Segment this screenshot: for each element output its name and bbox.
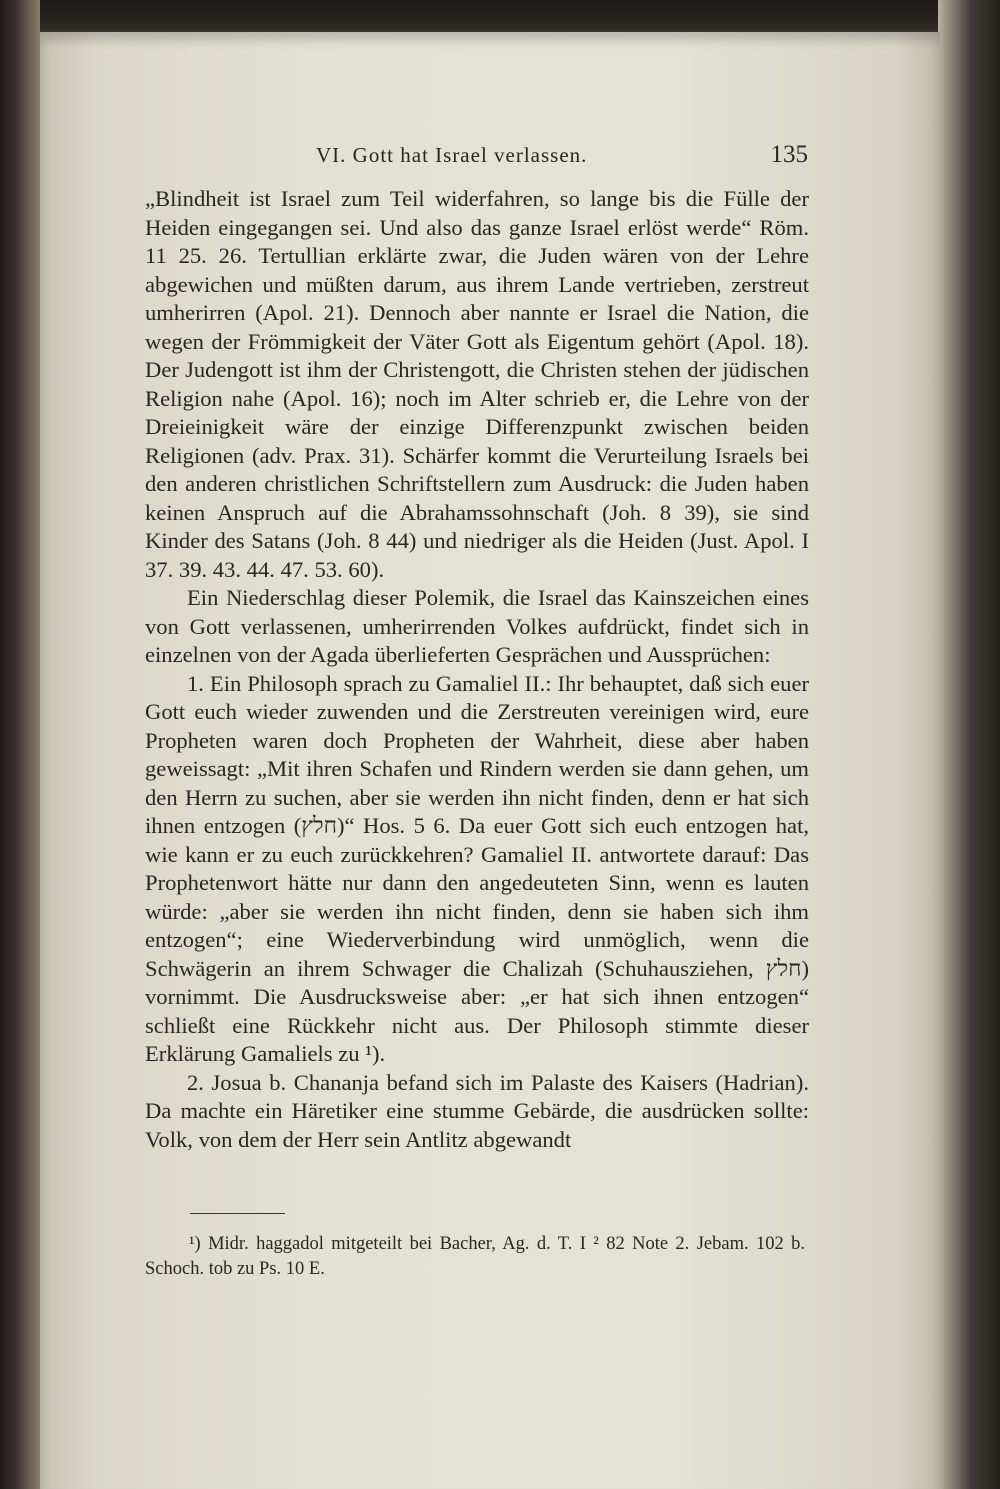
paragraph-4: 2. Josua b. Chananja befand sich im Palaste des Kaisers (Hadrian). Da machte ein Häretiker eine stumme Gebärde, die ausdrücken sollte: Volk, von dem der Herr sein Antlitz abgewandt <box>145 1069 809 1152</box>
running-title: VI. Gott hat Israel verlassen. <box>316 143 588 167</box>
paragraph-2: Ein Niederschlag dieser Polemik, die Israel das Kainszeichen eines von Gott verlassenen, umherirrenden Volkes aufdrückt, findet sich in einzelnen von der Agada überlieferten Gesprächen und Aussprüchen: <box>145 585 809 667</box>
footnote-divider <box>190 1213 285 1214</box>
body-text <box>145 185 809 1154</box>
paragraph-1: „Blindheit ist Israel zum Teil widerfahren, so lange bis die Fülle der Heiden eingegangen sei. Und also das ganze Israel erlöst werde“ Röm. 11 25. 26. Tertullian erklärte zwar, die Juden wären von der Lehre abgewichen und müßten darum, aus ihrem Lande vertrieben, zerstreut umherirren (Apol. 21). Dennoch aber nannte er Israel die Nation, die wegen der Frömmigkeit der Väter Gott als Eigentum gehört (Apol. 18). Der Judengott ist ihm der Christengott, die Christen stehen der jüdischen Religion nahe (Apol. 16); noch im Alter schrieb er, die Lehre von der Dreieinigkeit wäre der einzige Differenzpunkt zwischen beiden Religionen (adv. Prax. 31). Schärfer kommt die Verurteilung Israels bei den anderen christlichen Schriftstellern zum Ausdruck: die Juden haben keinen Anspruch auf die Abrahamssohnschaft (Joh. 8 39), sie sind Kinder des Satans (Joh. 8 44) und niedriger als die Heiden (Just. Apol. I 37. 39. 43. 44. 47. 53. 60). <box>145 186 809 582</box>
footnote: ¹) Midr. haggadol mitgeteilt bei Bacher, Ag. d. T. I ² 82 Note 2. Jebam. 102 b. Schoch. tob zu Ps. 10 E. <box>145 1234 805 1279</box>
page-number: 135 <box>770 141 808 168</box>
book-binding-left <box>0 0 40 1489</box>
book-edge-right <box>938 0 1000 1489</box>
paragraph-3: 1. Ein Philosoph sprach zu Gamaliel II.: Ihr behauptet, daß sich euer Gott euch wieder zuwenden und die Zerstreuten vereinigen wird, eure Propheten waren doch Propheten der Wahrheit, diese aber haben geweissagt: „Mit ihren Schafen und Rindern werden sie dann gehen, um den Herrn zu suchen, aber sie werden ihn nicht finden, denn er hat sich ihnen entzogen (חלץ)“ Hos. 5 6. Da euer Gott sich euch entzogen hat, wie kann er zu euch zurückkehren? Gamaliel II. antwortete darauf: Das Prophetenwort hätte nur dann den angedeuteten Sinn, wenn es lauten würde: „aber sie werden ihn nicht finden, denn sie haben sich ihm entzogen“; eine Wiederverbindung wird unmöglich, wenn die Schwägerin an ihrem Schwager die Chalizah (Schuhausziehen, חלץ) vornimmt. Die Ausdrucksweise aber: „er hat sich ihnen entzogen“ schließt eine Rückkehr nicht aus. Der Philosoph stimmte dieser Erklärung Gamaliels zu ¹). <box>145 670 809 1066</box>
